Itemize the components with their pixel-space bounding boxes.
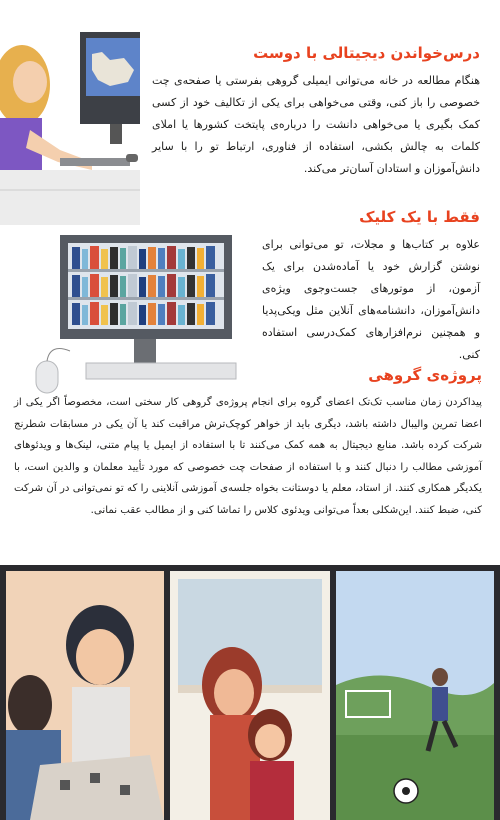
girl-at-computer-illustration [0,30,140,225]
soccer-panel [336,571,494,820]
illustration-panels [0,565,500,820]
section-title: درس‌خواندن دیجیتالی با دوست [253,44,480,62]
section-title: فقط با یک کلیک [359,208,480,226]
chess-panel [6,571,164,820]
section-group-project [14,366,482,521]
section-body: علاوه بر کتاب‌ها و مجلات، تو می‌توانی برای نوشتن گزارش خود یا آماده‌شدن برای یک آزمون، از موتورهای جست‌وجوی ویژه‌ی دانش‌آموزان، دانشنامه‌های آنلاین مثل ویکی‌پدیا و همچنین نرم‌افزارهای کمک‌درسی استفاده کنی. [262,238,480,361]
section-body: پیداکردن زمان مناسب تک‌تک اعضای گروه برای انجام پروژه‌ی گروهی کار سختی است، مخصوصاً اگر یکی از اعضا تمرین والیبال داشته باشد، دیگری باید از خواهر کوچک‌ترش مراقبت کند یا آن یکی در مسابقات شطرنج شرکت کرده باشد. منابع دیجیتال به همه کمک می‌کنند تا با استفاده از ایمیل یا پیام متنی، لینک‌ها و ویدئوهای آموزشی مطالب را دنبال کنند و با استفاده از صفحات چت خصوصی که مورد تأیید معلمان و والدین است، با یکدیگر همکاری کنند. از استاد، معلم یا دوستانت بخواه جلسه‌ی آموزشی آنلاینی را که تو نمی‌توانی در آن شرکت کنی، ضبط کنند. این‌شکلی بعداً می‌توانی ویدئوی کلاس را تماشا کنی و از مطالب عقب نمانی. [14,397,482,516]
section-title: پروژه‌ی گروهی [368,366,482,384]
section-study-friend [152,44,480,180]
friends-panel [170,571,330,820]
section-one-click [262,208,480,366]
section-body: هنگام مطالعه در خانه می‌توانی ایمیلی گروهی بفرستی یا صفحه‌ی چت خصوصی را باز کنی، وقتی می‌خواهی برای یکی از تکالیف خود از کسی کمک بگیری یا می‌خواهی دانشت را درباره‌ی پایتخت کشورها یا املای کلمات به چالش بکشی، استفاده از فناوری، ارتباط تو را با سایر دانش‌آموزان و استادان آسان‌تر می‌کند. [152,74,480,175]
